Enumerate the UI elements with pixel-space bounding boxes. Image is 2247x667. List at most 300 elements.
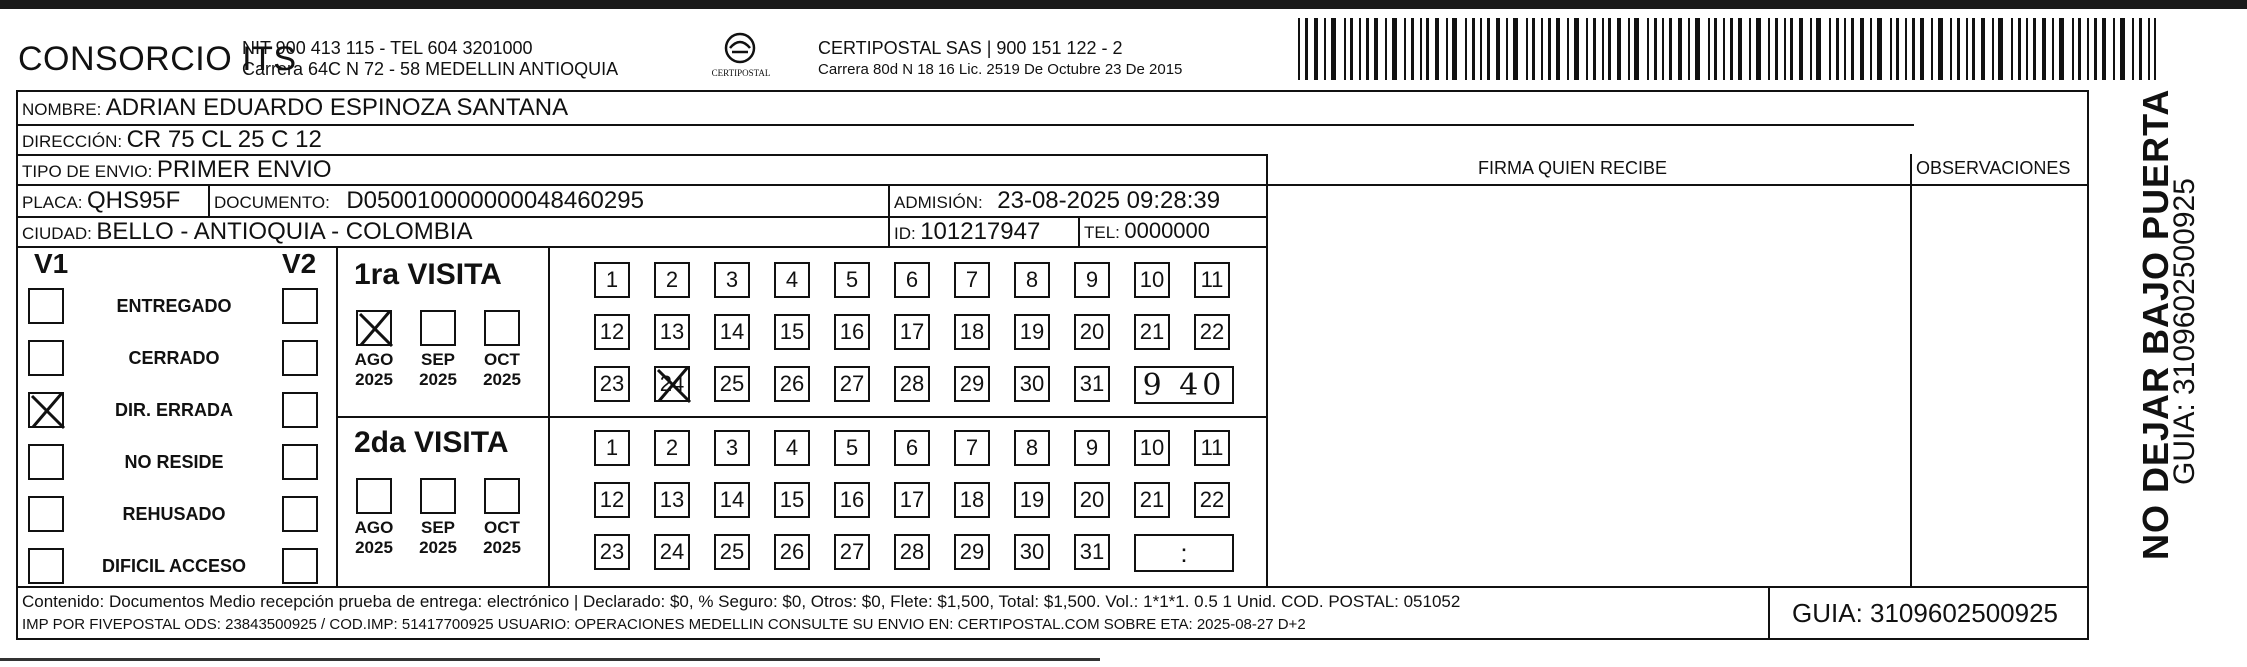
- visit2-month-checkbox[interactable]: [420, 478, 456, 514]
- visit2-day[interactable]: [954, 430, 990, 466]
- day-number: 16: [839, 487, 865, 512]
- day-number: 29: [959, 539, 985, 564]
- v1-checkbox[interactable]: [28, 340, 64, 376]
- day-number: 20: [1079, 487, 1105, 512]
- barcode-bar: [1829, 18, 1831, 80]
- barcode-bar: [1966, 18, 1968, 80]
- visit2-day[interactable]: [1014, 430, 1050, 466]
- month-name: AGO: [354, 518, 394, 537]
- day-number: 25: [719, 539, 745, 564]
- documento-value: D050010000000048460295: [346, 187, 644, 214]
- admision-label: ADMISIÓN:: [894, 193, 983, 212]
- visit2-month-checkbox[interactable]: [356, 478, 392, 514]
- visit1-day[interactable]: [954, 262, 990, 298]
- visit2-day[interactable]: [1074, 482, 1110, 518]
- v2-checkbox[interactable]: [282, 392, 318, 428]
- visit2-day[interactable]: [894, 482, 930, 518]
- visit1-month-checkbox[interactable]: [484, 310, 520, 346]
- day-number: 30: [1019, 539, 1045, 564]
- certipostal-nit: CERTIPOSTAL SAS | 900 151 122 - 2: [818, 38, 1123, 58]
- day-number: 17: [899, 319, 925, 344]
- day-number: 14: [719, 319, 745, 344]
- month-name: AGO: [354, 350, 394, 369]
- barcode-bar: [1912, 18, 1915, 80]
- visit2-day[interactable]: [654, 482, 690, 518]
- visit2-day[interactable]: [894, 534, 930, 570]
- day-number: 5: [845, 267, 859, 292]
- barcode-bar: [1366, 18, 1369, 80]
- day-number: 5: [845, 435, 859, 460]
- visit1-day[interactable]: [1194, 262, 1230, 298]
- direccion-row: [22, 126, 322, 154]
- barcode-bar: [1647, 18, 1649, 80]
- day-mark-icon: [654, 364, 694, 404]
- placa-divider: [208, 184, 210, 216]
- visit2-day[interactable]: [1014, 482, 1050, 518]
- day-number: 12: [599, 487, 625, 512]
- direccion-value: CR 75 CL 25 C 12: [126, 126, 322, 153]
- observaciones-left-border: [1910, 154, 1912, 586]
- visit2-day[interactable]: [774, 430, 810, 466]
- contenido-line: Contenido: Documentos Medio recepción prueba de entrega: electrónico | Declarado: $0, % Seguro: $0, Otros: $0, Flete: $1,500, Total: $1,500. Vol.: 1*1*1. 0.5 1 Unid. COD. POSTAL: 051052: [22, 592, 1461, 611]
- barcode-bar: [1331, 18, 1336, 80]
- documento-label: DOCUMENTO:: [214, 193, 330, 212]
- barcode-bar: [1708, 18, 1710, 80]
- day-number: 15: [779, 487, 805, 512]
- visit1-day[interactable]: [654, 262, 690, 298]
- visit1-time-box[interactable]: [1134, 366, 1234, 404]
- row-divider: [18, 184, 1266, 186]
- visit1-day[interactable]: [954, 366, 990, 402]
- barcode-bar: [1998, 18, 2003, 80]
- visit1-day[interactable]: [1014, 366, 1050, 402]
- barcode-bar: [1749, 18, 1751, 80]
- visit1-day[interactable]: [594, 262, 630, 298]
- visit2-day[interactable]: [954, 482, 990, 518]
- visit1-month-label: [344, 350, 404, 390]
- visit2-month-label: [472, 518, 532, 558]
- visit2-day[interactable]: [774, 534, 810, 570]
- day-number: 25: [719, 371, 745, 396]
- barcode-bar: [1738, 18, 1742, 80]
- visit2-day[interactable]: [894, 430, 930, 466]
- visit1-day[interactable]: [774, 366, 810, 402]
- v1-checkbox[interactable]: [28, 548, 64, 584]
- day-number: 13: [659, 487, 685, 512]
- nombre-label: NOMBRE:: [22, 100, 102, 119]
- placa-label: PLACA:: [22, 193, 83, 212]
- brand-name: CONSORCIO ITS: [18, 40, 297, 78]
- visit2-day[interactable]: [834, 534, 870, 570]
- right-header-divider: [1266, 184, 2088, 186]
- barcode-bar: [1678, 18, 1682, 80]
- day-number: 6: [905, 267, 919, 292]
- day-number: 13: [659, 319, 685, 344]
- barcode-bar: [1350, 18, 1353, 80]
- address-line: Carrera 64C N 72 - 58 MEDELLIN ANTIOQUIA: [242, 59, 619, 79]
- v1-checkbox[interactable]: [28, 288, 64, 324]
- barcode-bar: [1920, 18, 1924, 80]
- barcode-bar: [2033, 18, 2036, 80]
- day-number: 26: [779, 371, 805, 396]
- bottom-line: [0, 658, 1100, 661]
- month-year: 2025: [419, 370, 457, 389]
- barcode-bar: [1472, 18, 1475, 80]
- day-number: 24: [659, 539, 685, 564]
- visit1-day[interactable]: [1014, 314, 1050, 350]
- barcode-bar: [1634, 18, 1639, 80]
- barcode-bar: [1374, 18, 1378, 80]
- day-number: 28: [899, 371, 925, 396]
- visit1-day[interactable]: [894, 314, 930, 350]
- day-number: 4: [785, 267, 799, 292]
- delivery-form: [16, 90, 2089, 640]
- admision-divider: [888, 184, 890, 246]
- logo-caption: CERTIPOSTAL: [711, 68, 771, 78]
- visit1-day[interactable]: [834, 314, 870, 350]
- barcode-bar: [1404, 18, 1406, 80]
- tipo-envio-value: PRIMER ENVIO: [156, 156, 332, 183]
- barcode-bar: [1844, 18, 1846, 80]
- barcode-bar: [1992, 18, 1994, 80]
- check-mark-icon: [28, 390, 68, 430]
- day-number: 22: [1199, 319, 1225, 344]
- visit1-day[interactable]: [774, 262, 810, 298]
- ciudad-label: CIUDAD:: [22, 224, 92, 243]
- visit1-day[interactable]: [594, 366, 630, 402]
- visit-split-line: [336, 416, 1266, 418]
- barcode-bar: [1617, 18, 1621, 80]
- ciudad-value: BELLO - ANTIOQUIA - COLOMBIA: [96, 218, 473, 245]
- visit1-time-text: 9 40: [1142, 367, 1226, 403]
- barcode-bar: [2087, 18, 2089, 80]
- barcode-bar: [2154, 18, 2156, 80]
- barcode-bar: [1344, 18, 1346, 80]
- month-name: SEP: [420, 518, 456, 537]
- barcode-bar: [1730, 18, 1733, 80]
- nombre-value: ADRIAN EDUARDO ESPINOZA SANTANA: [105, 94, 569, 121]
- barcode-bar: [1446, 18, 1448, 80]
- barcode-bar: [1981, 18, 1985, 80]
- barcode-bar: [1496, 18, 1500, 80]
- barcode-bar: [2120, 18, 2125, 80]
- month-name: OCT: [484, 518, 520, 537]
- day-number: 8: [1025, 435, 1039, 460]
- day-number: 17: [899, 487, 925, 512]
- barcode-bar: [1768, 18, 1770, 80]
- barcode: [1298, 18, 2156, 80]
- firma-left-border: [1266, 154, 1268, 586]
- day-number: 19: [1019, 487, 1045, 512]
- day-number: 9: [1085, 435, 1099, 460]
- placa-value: QHS95F: [86, 187, 181, 214]
- visit2-day[interactable]: [654, 534, 690, 570]
- visit2-day[interactable]: [714, 534, 750, 570]
- admision-value: 23-08-2025 09:28:39: [997, 187, 1221, 214]
- barcode-bar: [1506, 18, 1508, 80]
- day-number: 23: [599, 539, 625, 564]
- visit2-day[interactable]: [654, 430, 690, 466]
- day-number: 14: [719, 487, 745, 512]
- visit2-month-label: [408, 518, 468, 558]
- month-year: 2025: [355, 370, 393, 389]
- barcode-bar: [2052, 18, 2054, 80]
- month-year: 2025: [355, 538, 393, 557]
- placa-cell: [22, 187, 180, 215]
- imp-line: IMP POR FIVEPOSTAL ODS: 23843500925 / COD.IMP: 51417700925 USUARIO: OPERACIONES MEDELLIN CONSULTE SU ENVIO EN: CERTIPOSTAL.COM SOBRE ETA: 2025-08-27 D+2: [22, 616, 1306, 633]
- visit1-day[interactable]: [1134, 314, 1170, 350]
- status-label: DIFICIL ACCESO: [101, 556, 246, 576]
- barcode-bar: [1972, 18, 1975, 80]
- day-number: 11: [1200, 435, 1224, 460]
- visit1-month-label: [408, 350, 468, 390]
- barcode-bar: [1480, 18, 1482, 80]
- month-year: 2025: [483, 538, 521, 557]
- certipostal-info: [818, 38, 1182, 80]
- day-number: 7: [965, 267, 979, 292]
- v2-checkbox[interactable]: [282, 340, 318, 376]
- visit1-month-checkbox[interactable]: [420, 310, 456, 346]
- visit2-month-checkbox[interactable]: [484, 478, 520, 514]
- day-number: 3: [725, 435, 739, 460]
- v2-checkbox[interactable]: [282, 288, 318, 324]
- visit1-day[interactable]: [714, 366, 750, 402]
- day-number: 27: [839, 371, 865, 396]
- barcode-bar: [2072, 18, 2074, 80]
- barcode-bar: [1905, 18, 1907, 80]
- barcode-bar: [1541, 18, 1543, 80]
- visit1-day[interactable]: [834, 262, 870, 298]
- documento-cell: [214, 187, 644, 215]
- visit1-day[interactable]: [714, 262, 750, 298]
- barcode-bar: [1775, 18, 1778, 80]
- status-label: REHUSADO: [122, 504, 226, 524]
- visit2-day[interactable]: [1194, 430, 1230, 466]
- barcode-bar: [1411, 18, 1414, 80]
- day-number: 23: [599, 371, 625, 396]
- certipostal-address: Carrera 80d N 18 16 Lic. 2519 De Octubre 23 De 2015: [818, 61, 1183, 78]
- visit2-day[interactable]: [1134, 482, 1170, 518]
- visit1-day[interactable]: [1074, 262, 1110, 298]
- barcode-bar: [2102, 18, 2106, 80]
- visit1-day[interactable]: [654, 314, 690, 350]
- tel-cell: [1084, 218, 1210, 244]
- day-number: 20: [1079, 319, 1105, 344]
- barcode-bar: [1556, 18, 1560, 80]
- day-number: 10: [1139, 267, 1165, 292]
- visit1-day[interactable]: [714, 314, 750, 350]
- v1-checkbox[interactable]: [28, 444, 64, 480]
- visit2-month-label: [344, 518, 404, 558]
- visit1-day[interactable]: [894, 366, 930, 402]
- day-number: 21: [1139, 487, 1165, 512]
- visit2-day[interactable]: [834, 430, 870, 466]
- visit2-day[interactable]: [1074, 430, 1110, 466]
- visit1-day[interactable]: [1074, 366, 1110, 402]
- v1-checkbox[interactable]: [28, 496, 64, 532]
- visit2-day[interactable]: [954, 534, 990, 570]
- id-value: 101217947: [920, 218, 1041, 245]
- day-number: 28: [899, 539, 925, 564]
- barcode-bar: [1487, 18, 1490, 80]
- visit1-month-checkbox[interactable]: [356, 310, 392, 346]
- barcode-bar: [1950, 18, 1952, 80]
- barcode-bar: [1816, 18, 1821, 80]
- id-label: ID:: [894, 224, 916, 243]
- visit1-day[interactable]: [1194, 314, 1230, 350]
- visit2-day[interactable]: [714, 430, 750, 466]
- visit2-time-box[interactable]: [1134, 534, 1234, 572]
- status-label: DIR. ERRADA: [114, 400, 233, 420]
- tel-value: 0000000: [1124, 218, 1211, 243]
- visit1-day[interactable]: [1074, 314, 1110, 350]
- check-mark-icon: [356, 308, 396, 348]
- barcode-bar: [1938, 18, 1943, 80]
- barcode-bar: [1890, 18, 1892, 80]
- barcode-bar: [2132, 18, 2134, 80]
- v2-header: V2: [282, 248, 317, 279]
- barcode-bar: [1526, 18, 1528, 80]
- id-cell: [894, 218, 1040, 246]
- barcode-bar: [1548, 18, 1551, 80]
- firma-header: FIRMA QUIEN RECIBE: [1478, 158, 1668, 178]
- visit2-day[interactable]: [1074, 534, 1110, 570]
- day-number: 15: [779, 319, 805, 344]
- barcode-bar: [1628, 18, 1630, 80]
- day-number: 31: [1079, 539, 1105, 564]
- barcode-bar: [1532, 18, 1535, 80]
- day-number: 29: [959, 371, 985, 396]
- tipo-envio-row: [22, 156, 332, 184]
- barcode-bar: [1586, 18, 1588, 80]
- barcode-bar: [1654, 18, 1657, 80]
- footer-guia: GUIA: 3109602500925: [1792, 598, 2058, 628]
- v2-checkbox[interactable]: [282, 496, 318, 532]
- barcode-bar: [1385, 18, 1387, 80]
- visit1-day[interactable]: [654, 366, 690, 402]
- observaciones-header: OBSERVACIONES: [1916, 158, 2071, 178]
- visit2-day[interactable]: [1194, 482, 1230, 518]
- visit2-day[interactable]: [834, 482, 870, 518]
- barcode-bar: [2059, 18, 2064, 80]
- visit1-day[interactable]: [894, 262, 930, 298]
- visit1-day[interactable]: [774, 314, 810, 350]
- barcode-bar: [1957, 18, 1960, 80]
- day-number: 30: [1019, 371, 1045, 396]
- month-name: SEP: [420, 350, 456, 369]
- barcode-bar: [1465, 18, 1467, 80]
- day-number: 1: [605, 435, 619, 460]
- barcode-bar: [1298, 18, 1300, 80]
- day-number: 27: [839, 539, 865, 564]
- month-name: OCT: [484, 350, 520, 369]
- visit1-day[interactable]: [954, 314, 990, 350]
- barcode-bar: [2018, 18, 2021, 80]
- visit1-day[interactable]: [594, 314, 630, 350]
- day-number: 18: [959, 319, 985, 344]
- day-number: 12: [599, 319, 625, 344]
- barcode-bar: [1305, 18, 1308, 80]
- day-number: 2: [665, 435, 679, 460]
- footer-divider: [18, 586, 2089, 588]
- barcode-bar: [2148, 18, 2150, 80]
- v2-checkbox[interactable]: [282, 548, 318, 584]
- visit1-title: 1ra VISITA: [354, 258, 502, 291]
- barcode-bar: [1688, 18, 1690, 80]
- visit2-title: 2da VISITA: [354, 426, 509, 459]
- nombre-row: [22, 94, 568, 122]
- barcode-bar: [1359, 18, 1361, 80]
- barcode-bar: [1799, 18, 1803, 80]
- barcode-bar: [2139, 18, 2142, 80]
- visit2-day[interactable]: [1014, 534, 1050, 570]
- v2-checkbox[interactable]: [282, 444, 318, 480]
- barcode-bar: [1435, 18, 1439, 80]
- ciudad-cell: [22, 218, 472, 246]
- barcode-bar: [1877, 18, 1882, 80]
- day-number: 21: [1139, 319, 1165, 344]
- day-number: 18: [959, 487, 985, 512]
- barcode-bar: [1723, 18, 1725, 80]
- top-border-line: [0, 0, 2247, 9]
- visit1-day[interactable]: [834, 366, 870, 402]
- barcode-bar: [2026, 18, 2028, 80]
- status-label: CERRADO: [128, 348, 220, 368]
- barcode-bar: [1426, 18, 1429, 80]
- visit2-day[interactable]: [594, 482, 630, 518]
- month-year: 2025: [419, 538, 457, 557]
- v1-checkbox[interactable]: [28, 392, 64, 428]
- barcode-bar: [1784, 18, 1786, 80]
- row-divider: [18, 246, 1266, 248]
- barcode-bar: [1324, 18, 1326, 80]
- visit1-day[interactable]: [1014, 262, 1050, 298]
- direccion-label: DIRECCIÓN:: [22, 132, 123, 151]
- barcode-bar: [1574, 18, 1579, 80]
- barcode-bar: [1602, 18, 1604, 80]
- status-label: NO RESIDE: [124, 452, 224, 472]
- barcode-bar: [1695, 18, 1700, 80]
- day-number: 9: [1085, 267, 1099, 292]
- side-guia-number: GUIA: 3109602500925: [2168, 178, 2201, 485]
- visit2-day[interactable]: [774, 482, 810, 518]
- barcode-bar: [2011, 18, 2013, 80]
- certipostal-logo: [711, 28, 771, 88]
- barcode-bar: [1896, 18, 1899, 80]
- guia-box-divider: [1768, 586, 1770, 640]
- day-number: 10: [1139, 435, 1165, 460]
- visit2-day[interactable]: [594, 534, 630, 570]
- barcode-bar: [1420, 18, 1422, 80]
- barcode-bar: [1714, 18, 1717, 80]
- barcode-bar: [1870, 18, 1872, 80]
- visit1-day[interactable]: [1134, 262, 1170, 298]
- barcode-bar: [1790, 18, 1793, 80]
- barcode-bar: [1931, 18, 1933, 80]
- barcode-bar: [1314, 18, 1318, 80]
- visit2-day[interactable]: [1134, 430, 1170, 466]
- day-number: 8: [1025, 267, 1039, 292]
- v1-header: V1: [34, 248, 69, 279]
- day-number: 24: [659, 371, 685, 396]
- visit2-day[interactable]: [594, 430, 630, 466]
- barcode-bar: [2078, 18, 2081, 80]
- visit2-day[interactable]: [714, 482, 750, 518]
- barcode-bar: [1756, 18, 1761, 80]
- barcode-bar: [1662, 18, 1664, 80]
- tel-label: TEL:: [1084, 223, 1120, 242]
- company-info: [242, 38, 618, 80]
